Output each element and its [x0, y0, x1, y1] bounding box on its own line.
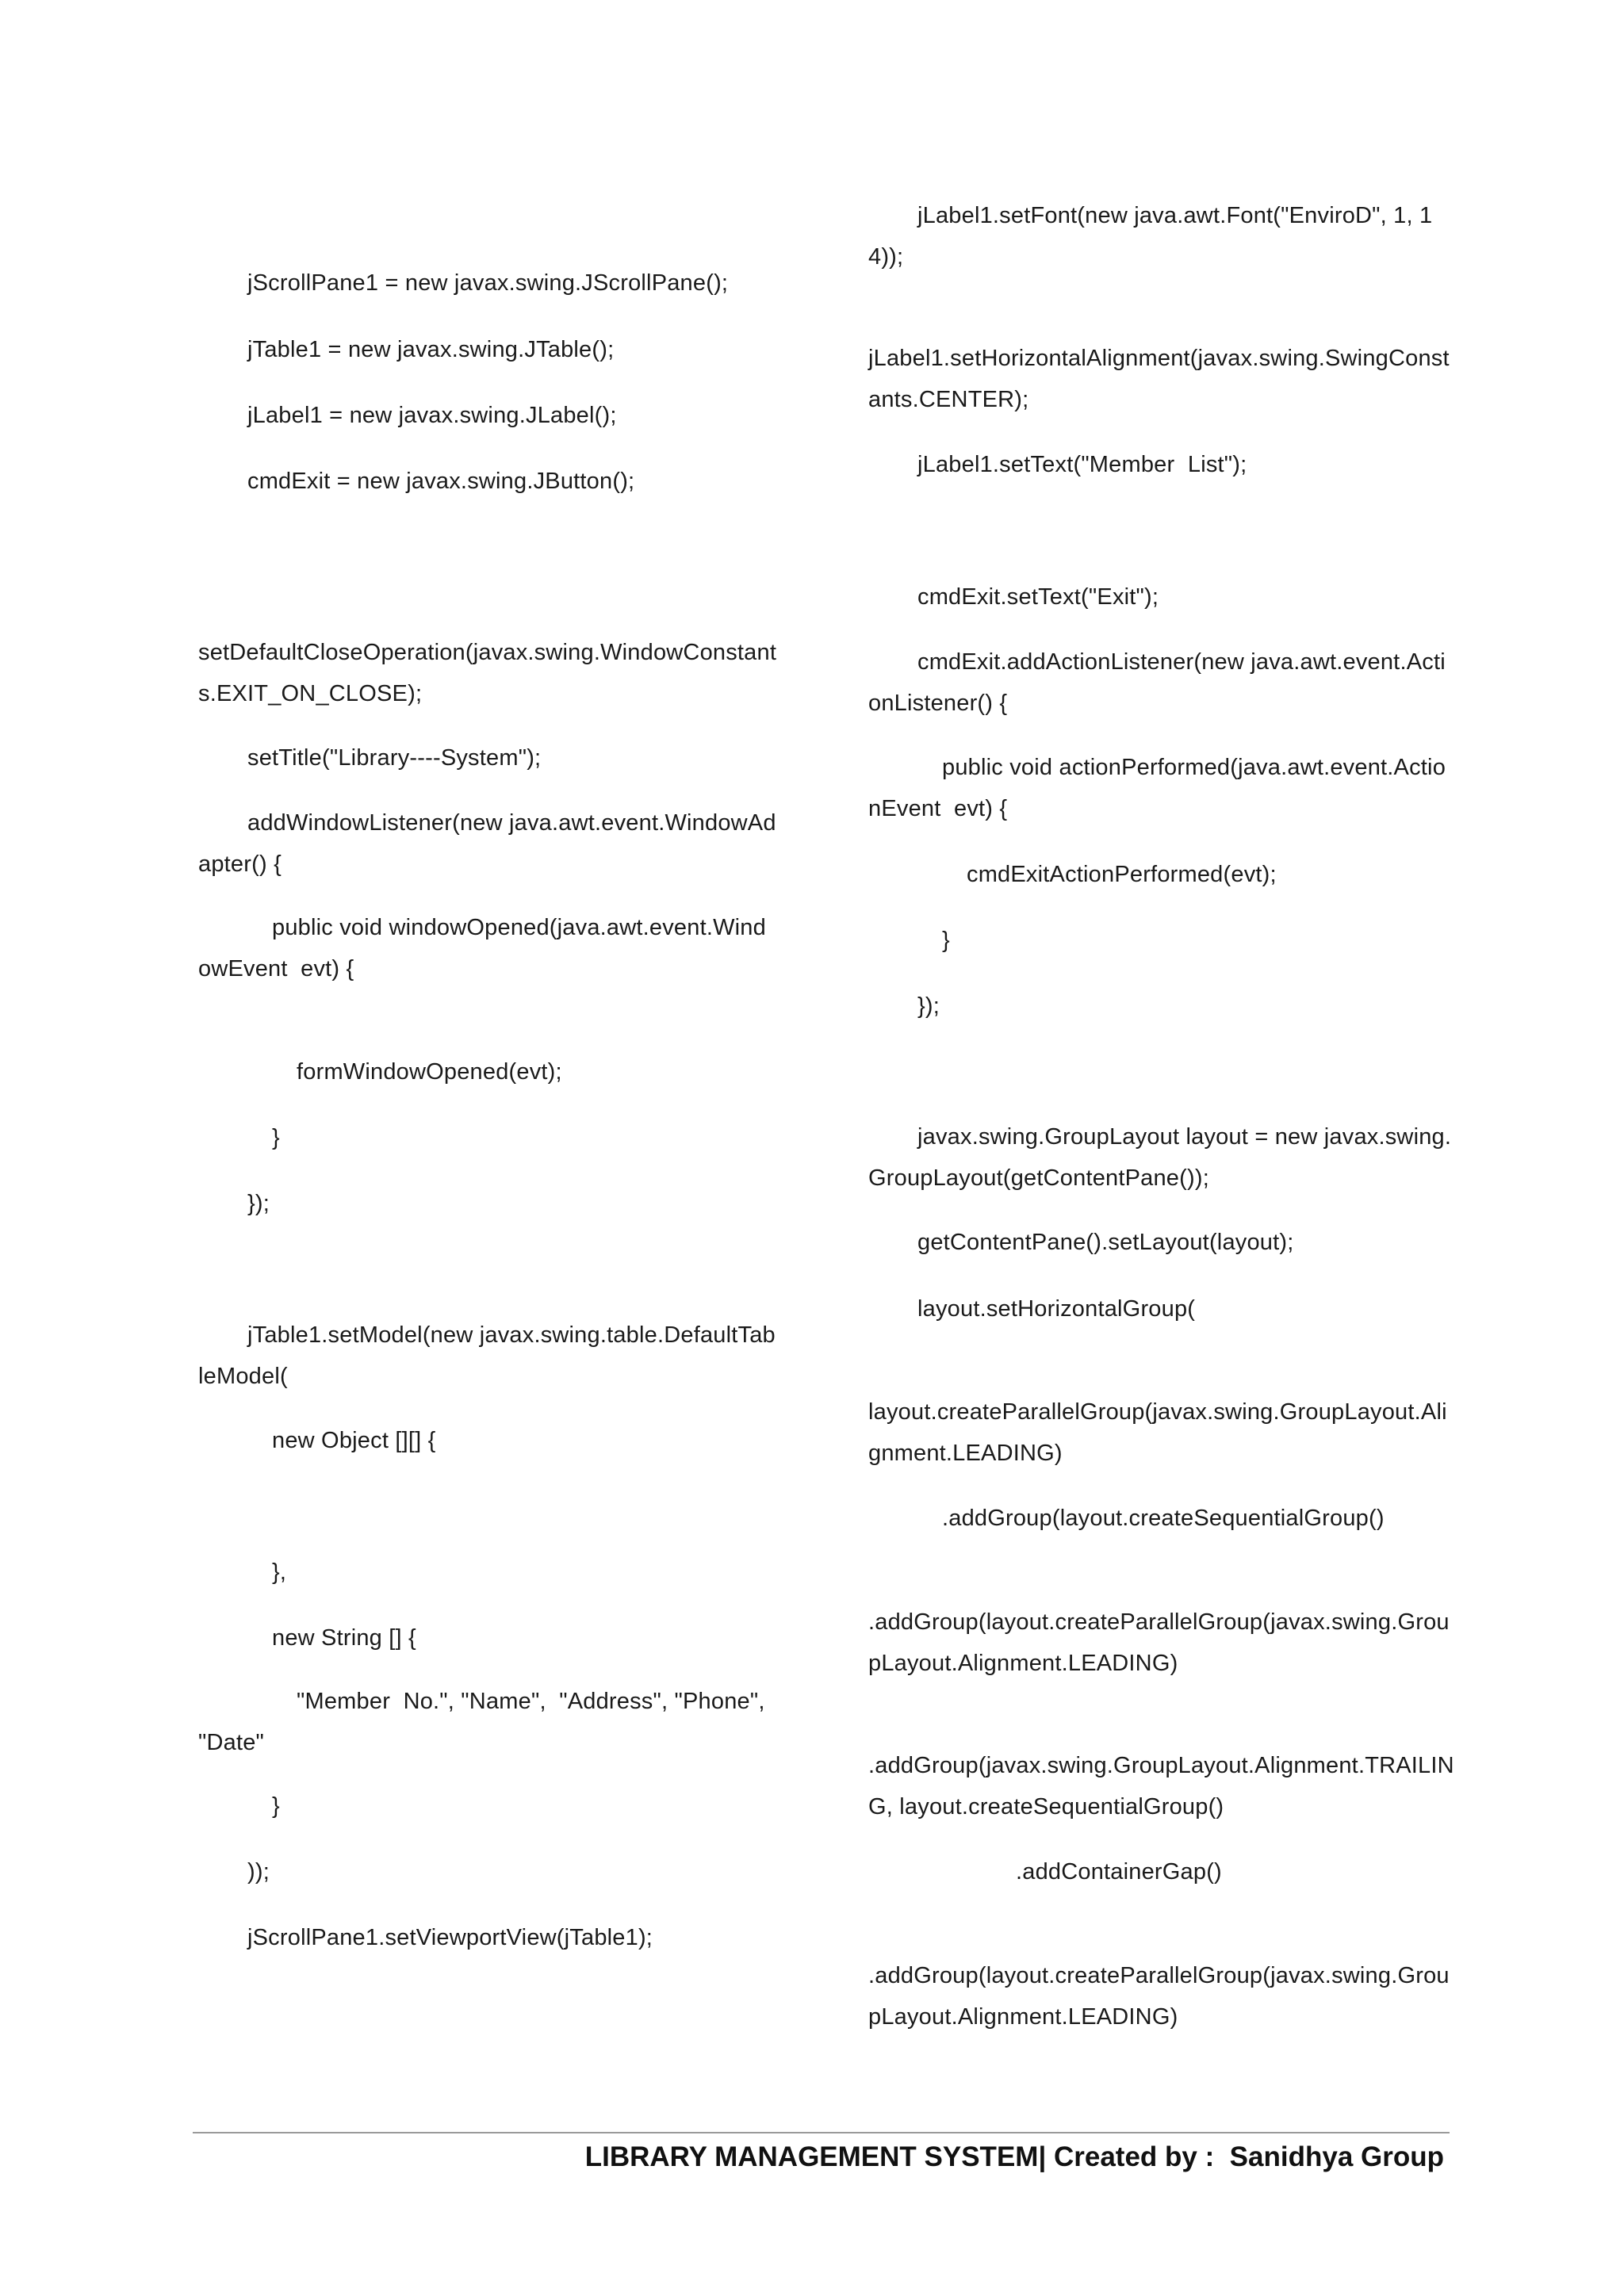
code-line: layout.createParallelGroup(javax.swing.GroupLayout.Alignment.LEADING) — [868, 1399, 1447, 1466]
code-line: new Object [][] { — [272, 1428, 436, 1453]
code-line: cmdExit = new javax.swing.JButton(); — [247, 469, 635, 494]
code-line: jScrollPane1 = new javax.swing.JScrollPane(); — [247, 270, 729, 296]
code-line: } — [942, 928, 950, 953]
code-line: .addGroup(layout.createSequentialGroup() — [942, 1506, 1385, 1531]
code-line: }); — [917, 993, 940, 1019]
code-line: }); — [247, 1191, 270, 1216]
code-line: layout.setHorizontalGroup( — [917, 1296, 1196, 1322]
code-line: cmdExitActionPerformed(evt); — [967, 862, 1277, 887]
code-line: .addContainerGap() — [1016, 1859, 1222, 1885]
code-line: jTable1.setModel(new javax.swing.table.DefaultTableModel( — [198, 1322, 776, 1389]
code-line: new String [] { — [272, 1625, 416, 1651]
code-line: } — [272, 1793, 280, 1819]
code-line: javax.swing.GroupLayout layout = new javax.swing.GroupLayout(getContentPane()); — [868, 1124, 1452, 1191]
code-line: }, — [272, 1559, 287, 1585]
code-line: jLabel1.setFont(new java.awt.Font("EnviroD", 1, 14)); — [868, 203, 1433, 270]
code-line: setTitle("Library----System"); — [247, 745, 542, 771]
code-line: public void actionPerformed(java.awt.event.ActionEvent evt) { — [868, 755, 1446, 821]
code-line: .addGroup(layout.createParallelGroup(javax.swing.GroupLayout.Alignment.LEADING) — [868, 1963, 1450, 2030]
code-line: setDefaultCloseOperation(javax.swing.WindowConstants.EXIT_ON_CLOSE); — [198, 640, 777, 706]
code-line: cmdExit.setText("Exit"); — [917, 584, 1159, 610]
code-line: jLabel1.setHorizontalAlignment(javax.swing.SwingConstants.CENTER); — [868, 346, 1450, 412]
page-footer: LIBRARY MANAGEMENT SYSTEM| Created by : Sanidhya Group — [584, 2141, 1444, 2172]
code-line: .addGroup(layout.createParallelGroup(javax.swing.GroupLayout.Alignment.LEADING) — [868, 1609, 1450, 1676]
code-line: jTable1 = new javax.swing.JTable(); — [247, 337, 615, 362]
code-line: .addGroup(javax.swing.GroupLayout.Alignment.TRAILING, layout.createSequentialGroup() — [868, 1753, 1454, 1820]
code-line: } — [272, 1125, 280, 1150]
code-line: formWindowOpened(evt); — [297, 1059, 562, 1085]
code-line: cmdExit.addActionListener(new java.awt.event.ActionListener() { — [868, 649, 1446, 716]
code-line: )); — [247, 1859, 270, 1885]
code-line: jScrollPane1.setViewportView(jTable1); — [247, 1925, 653, 1950]
code-line: jLabel1.setText("Member List"); — [917, 452, 1247, 477]
code-line: "Member No.", "Name", "Address", "Phone", "Date" — [198, 1689, 779, 1755]
code-line: getContentPane().setLayout(layout); — [917, 1230, 1294, 1255]
footer-divider — [193, 2132, 1450, 2133]
code-line: public void windowOpened(java.awt.event.WindowEvent evt) { — [198, 915, 766, 982]
code-line: jLabel1 = new javax.swing.JLabel(); — [247, 403, 617, 428]
code-line: addWindowListener(new java.awt.event.WindowAdapter() { — [198, 810, 776, 877]
